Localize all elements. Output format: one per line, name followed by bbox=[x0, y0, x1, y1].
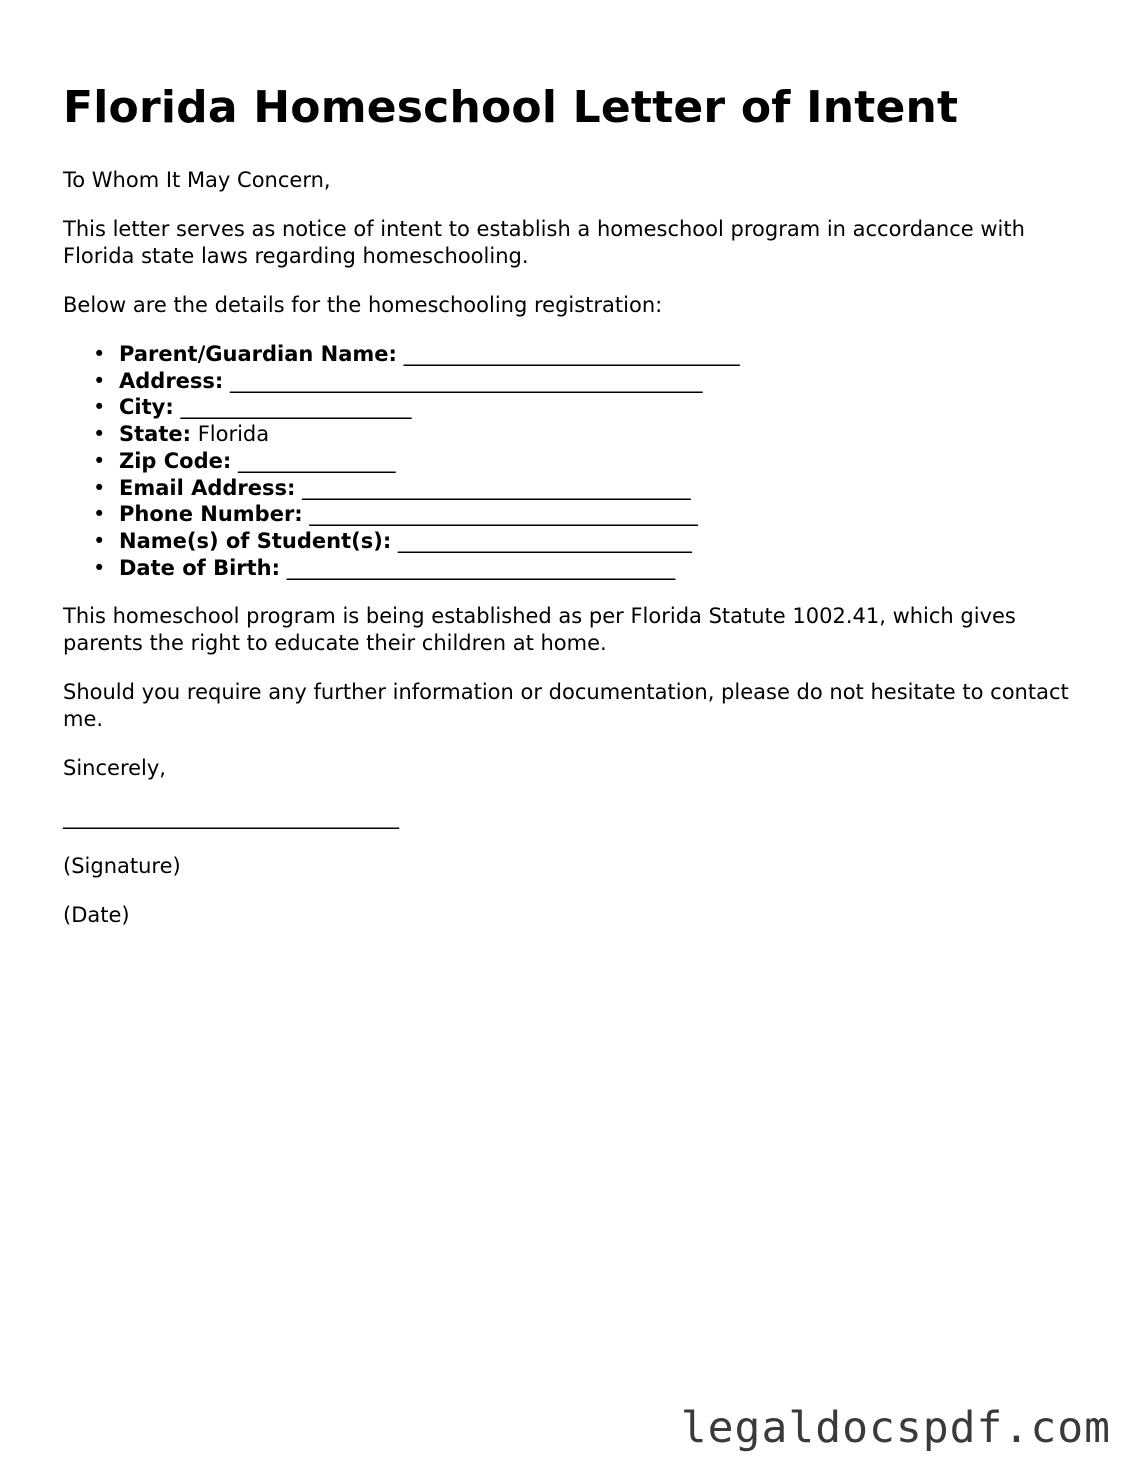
field-value: ________________________________ bbox=[403, 342, 740, 366]
date-label: (Date) bbox=[63, 903, 130, 928]
closing: Sincerely, bbox=[63, 756, 166, 781]
signature-line: ________________________________ bbox=[63, 805, 399, 830]
field-value: _____________________________________ bbox=[302, 475, 691, 500]
field-student-names bbox=[93, 528, 1093, 555]
field-value: Florida bbox=[197, 422, 270, 447]
field-city bbox=[93, 394, 1093, 421]
field-value: _____________________________________ bbox=[309, 502, 698, 527]
signature-label: (Signature) bbox=[63, 854, 181, 879]
field-value: _______________ bbox=[237, 448, 396, 473]
field-date-of-birth bbox=[93, 555, 1093, 582]
bullet-icon: • bbox=[93, 368, 106, 393]
bullet-icon: • bbox=[93, 475, 106, 500]
field-value: _____________________________________________ bbox=[230, 368, 703, 393]
bullet-icon: • bbox=[93, 502, 106, 527]
field-value: ____________________________ bbox=[397, 528, 692, 553]
bullet-icon: • bbox=[93, 448, 106, 473]
field-label: Email Address: bbox=[119, 475, 296, 500]
field-label: Parent/Guardian Name: bbox=[119, 342, 397, 366]
intro-paragraph: This letter serves as notice of intent to establish a homeschool program in accordance with Florida state laws regarding homeschooling. bbox=[63, 217, 1025, 268]
details-intro: Below are the details for the homeschooling registration: bbox=[63, 293, 663, 317]
bullet-icon: • bbox=[93, 342, 106, 366]
bullet-icon: • bbox=[93, 422, 106, 447]
field-state bbox=[93, 421, 1093, 448]
field-label: Name(s) of Student(s): bbox=[119, 528, 392, 553]
field-label: Date of Birth: bbox=[119, 555, 281, 580]
bullet-icon: • bbox=[93, 555, 106, 580]
field-address bbox=[93, 368, 1093, 395]
field-phone-number bbox=[93, 501, 1093, 528]
field-label: City: bbox=[119, 395, 174, 420]
registration-details-list bbox=[63, 341, 1093, 581]
field-value: _____________________________________ bbox=[286, 555, 676, 580]
field-label: Address: bbox=[119, 368, 224, 393]
salutation: To Whom It May Concern, bbox=[63, 168, 331, 192]
letter-page bbox=[63, 80, 1093, 951]
bullet-icon: • bbox=[93, 528, 106, 553]
field-zip-code bbox=[93, 448, 1093, 475]
field-value: ______________________ bbox=[180, 395, 412, 420]
field-label: State: bbox=[119, 422, 192, 447]
field-parent-guardian-name bbox=[93, 341, 1093, 368]
page-title: Florida Homeschool Letter of Intent bbox=[63, 82, 959, 133]
field-label: Phone Number: bbox=[119, 502, 303, 527]
bullet-icon: • bbox=[93, 395, 106, 420]
field-email-address bbox=[93, 475, 1093, 502]
statute-paragraph: This homeschool program is being established as per Florida Statute 1002.41, which gives parents the right to educate their children at home. bbox=[63, 604, 1016, 656]
closing-note: Should you require any further information or documentation, please do not hesitate to contact me. bbox=[63, 680, 1069, 732]
watermark: legaldocspdf.com bbox=[680, 1403, 1111, 1453]
field-label: Zip Code: bbox=[119, 448, 232, 473]
